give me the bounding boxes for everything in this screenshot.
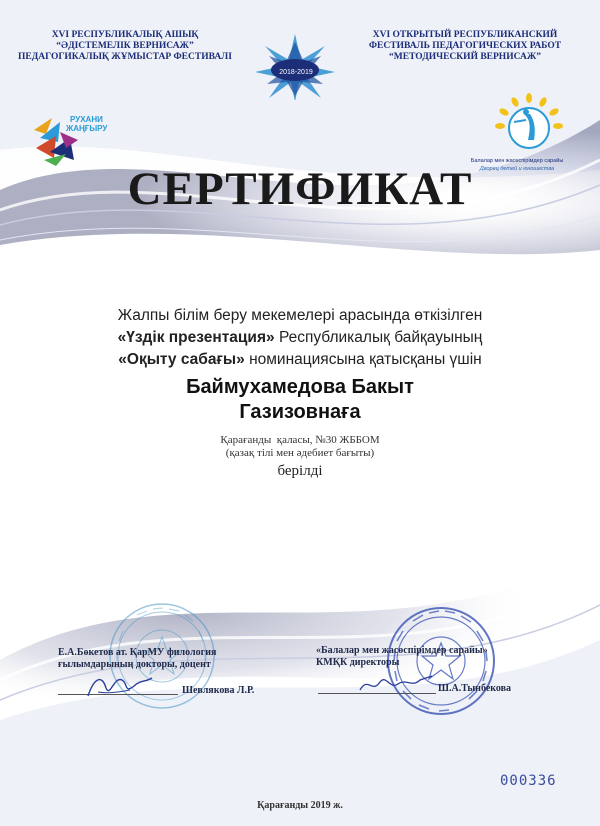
palace-name-russian: Дворец детей и юношества — [479, 166, 555, 172]
left-signature — [84, 668, 156, 702]
header-right-line-1: XVI ОТКРЫТЫЙ РЕСПУБЛИКАНСКИЙ — [372, 30, 558, 40]
left-signatory-line-1: Е.А.Бөкетов ат. ҚарМУ филология — [58, 647, 217, 658]
header-left-line-1: XVI РЕСПУБЛИКАЛЫҚ АШЫҚ — [51, 30, 199, 40]
footer-city-year: Қарағанды 2019 ж. — [257, 800, 343, 811]
certificate-title: СЕРТИФИКАТ — [127, 163, 473, 215]
recipient-name-line-1: Баймухамедова Бакыт — [186, 376, 414, 398]
header-left-line-2: “ӘДІСТЕМЕЛІК ВЕРНИСАЖ” — [56, 41, 194, 51]
given-text: берілді — [277, 463, 323, 479]
right-signatory-title — [316, 645, 546, 669]
festival-header-kazakh — [10, 30, 240, 63]
award-description — [40, 305, 560, 371]
recipient-name-line-2: Газизовнаға — [239, 401, 361, 423]
right-signatory-line-2: КМҚК директоры — [316, 657, 400, 668]
festival-header-russian — [350, 30, 580, 63]
recipient-name — [0, 375, 600, 425]
left-signatory-line-2: ғылымдарының докторы, доцент — [58, 659, 211, 670]
right-signatory-name: Ш.А.Тынбекова — [438, 683, 512, 694]
festival-star-logo — [240, 30, 350, 100]
serial-number: 000336 — [500, 773, 557, 789]
right-signature — [356, 668, 436, 698]
header-left-line-3: ПЕДАГОГИКАЛЫҚ ЖҰМЫСТАР ФЕСТИВАЛІ — [18, 52, 232, 62]
award-line-3 — [40, 349, 560, 371]
award-line-2-rest: Республикалық байқауының — [274, 329, 483, 346]
palace-name-kazakh: Балалар мен жасөспірімдер сарайы — [470, 158, 564, 164]
award-line-2 — [40, 327, 560, 349]
contest-name: «Үздік презентация» — [117, 329, 275, 346]
header-right-line-2: ФЕСТИВАЛЬ ПЕДАГОГИЧЕСКИХ РАБОТ — [368, 41, 562, 51]
right-signatory-line-1: «Балалар мен жасөспірімдер сарайы» — [316, 645, 488, 656]
nomination-name: «Оқыту сабағы» — [118, 351, 245, 368]
header-right-line-3: “МЕТОДИЧЕСКИЙ ВЕРНИСАЖ” — [389, 52, 541, 62]
school-line-1: Қарағанды қаласы, №30 ЖББОМ — [220, 434, 380, 446]
ruhani-text-line-1: РУХАНИ — [70, 115, 103, 124]
school-line-2: (қазақ тілі мен әдебиет бағыты) — [225, 447, 375, 459]
left-signatory-name: Шевлякова Л.Р. — [182, 685, 255, 696]
award-line-1: Жалпы білім беру мекемелері арасында өткізілген — [117, 307, 483, 324]
festival-year: 2018-2019 — [279, 69, 313, 76]
school-info — [0, 434, 600, 460]
youth-palace-logo — [488, 92, 570, 164]
award-line-3-rest: номинациясына қатысқаны үшін — [244, 351, 482, 368]
ruhani-text-line-2: ЖАҢҒЫРУ — [66, 124, 108, 133]
